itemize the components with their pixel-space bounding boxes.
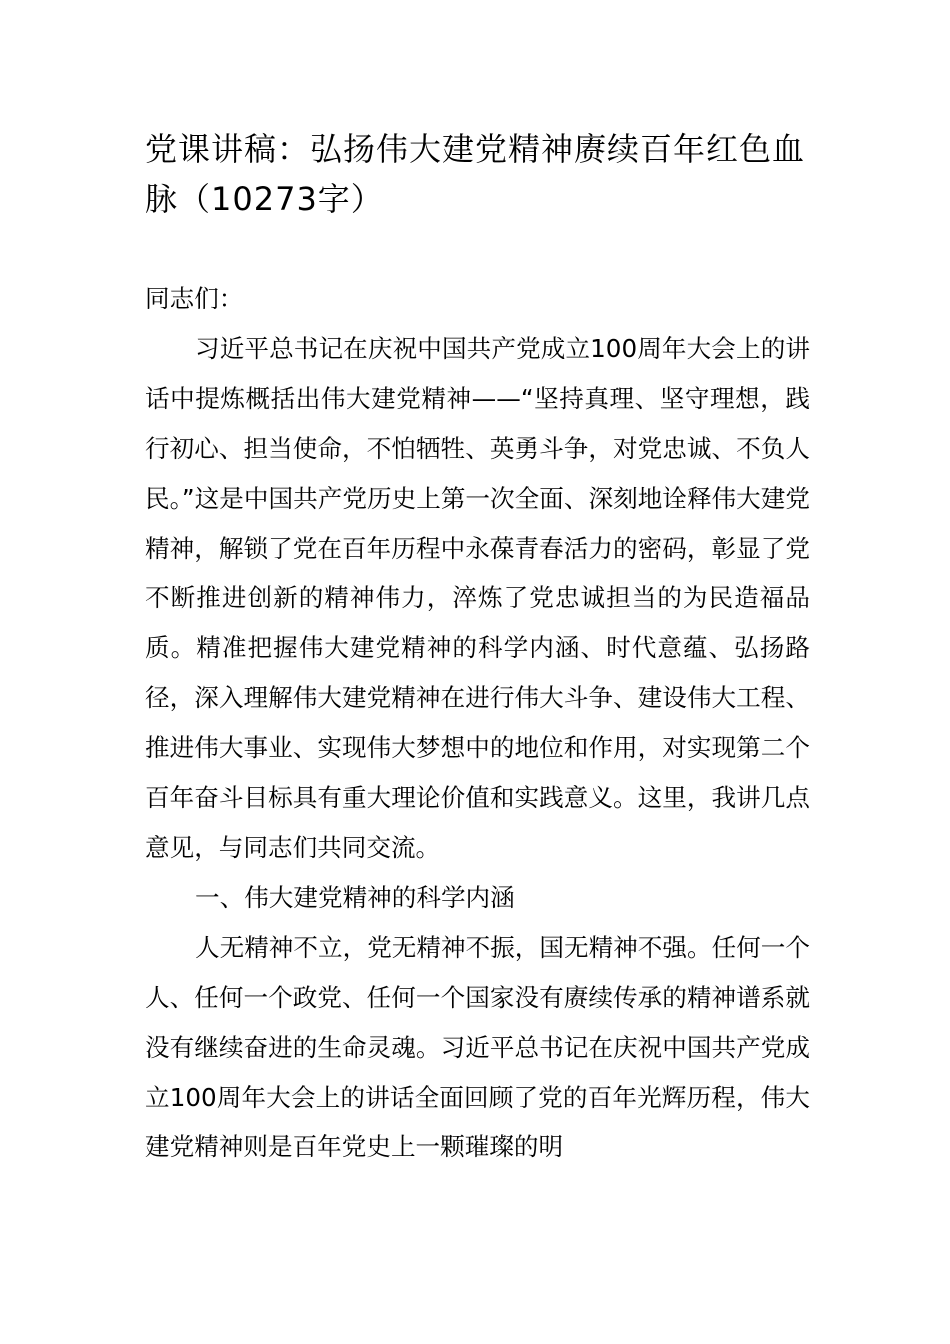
document-body — [145, 274, 810, 1172]
paragraph-intro: 习近平总书记在庆祝中国共产党成立100周年大会上的讲话中提炼概括出伟大建党精神——“坚持真理、坚守理想，践行初心、担当使命，不怕牺牲、英勇斗争，对党忠诚、不负人民。”这是中国共产党历史上第一次全面、深刻地诠释伟大建党精神，解锁了党在百年历程中永葆青春活力的密码，彰显了党不断推进创新的精神伟力，淬炼了党忠诚担当的为民造福品质。精准把握伟大建党精神的科学内涵、时代意蕴、弘扬路径，深入理解伟大建党精神在进行伟大斗争、建设伟大工程、推进伟大事业、实现伟大梦想中的地位和作用，对实现第二个百年奋斗目标具有重大理论价值和实践意义。这里，我讲几点意见，与同志们共同交流。 — [145, 333, 810, 862]
salutation: 同志们： — [145, 284, 244, 313]
paragraph-section-one: 人无精神不立，党无精神不振，国无精神不强。任何一个人、任何一个政党、任何一个国家没有赓续传承的精神谱系就没有继续奋进的生命灵魂。习近平总书记在庆祝中国共产党成立100周年大会上的讲话全面回顾了党的百年光辉历程，伟大建党精神则是百年党史上一颗璀璨的明 — [145, 932, 810, 1162]
document-title: 党课讲稿：弘扬伟大建党精神赓续百年红色血脉（10273字） — [145, 130, 806, 218]
section-heading: 一、伟大建党精神的科学内涵 — [195, 882, 515, 912]
